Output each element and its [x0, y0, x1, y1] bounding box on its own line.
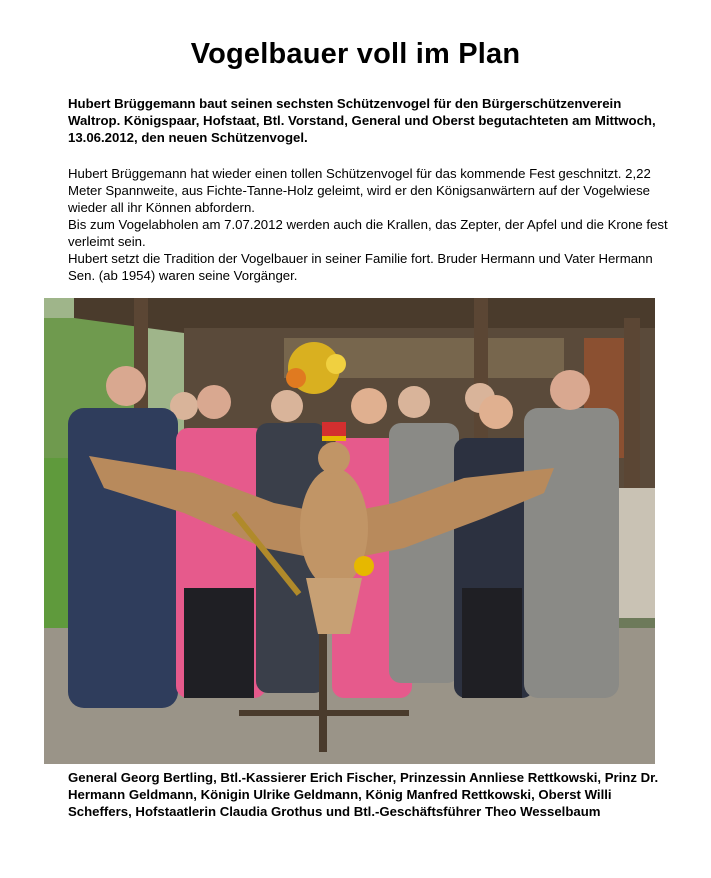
group-photo	[44, 298, 655, 764]
photo-caption	[68, 769, 668, 820]
paragraph: Hubert Brüggemann hat wieder einen tollen Schützenvogel für das kommende Fest geschnitzt. 2,22 Meter Spannweite, aus Fichte-Tanne-Holz geleimt, wird er den Königsanwärtern auf der Vogelwiese wieder all ihr Können abfordern.	[68, 166, 651, 215]
article-title: Vogelbauer voll im Plan	[190, 38, 521, 70]
article-lead: Hubert Brüggemann baut seinen sechsten Schützenvogel für den Bürgerschützenverein Waltrop. Königspaar, Hofstaat, Btl. Vorstand, General und Oberst begutachteten am Mittwoch, 13.06.2012, den neuen Schützenvogel.	[68, 96, 656, 145]
article-body	[68, 165, 668, 284]
paragraph: Hubert setzt die Tradition der Vogelbauer in seiner Familie fort. Bruder Hermann und Vater Hermann Sen. (ab 1954) waren seine Vorgänger.	[68, 251, 653, 283]
caption-text: General Georg Bertling, Btl.-Kassierer Erich Fischer, Prinzessin Annliese Rettkowski, Prinz Dr. Hermann Geldmann, Königin Ulrike Geldmann, König Manfred Rettkowski, Oberst Willi Scheffers, Hofstaatlerin Claudia Grothus und Btl.-Geschäftsführer Theo Wesselbaum	[68, 770, 659, 819]
paragraph: Bis zum Vogelabholen am 7.07.2012 werden auch die Krallen, das Zepter, der Apfel und die Krone fest verleimt sein.	[68, 217, 668, 249]
